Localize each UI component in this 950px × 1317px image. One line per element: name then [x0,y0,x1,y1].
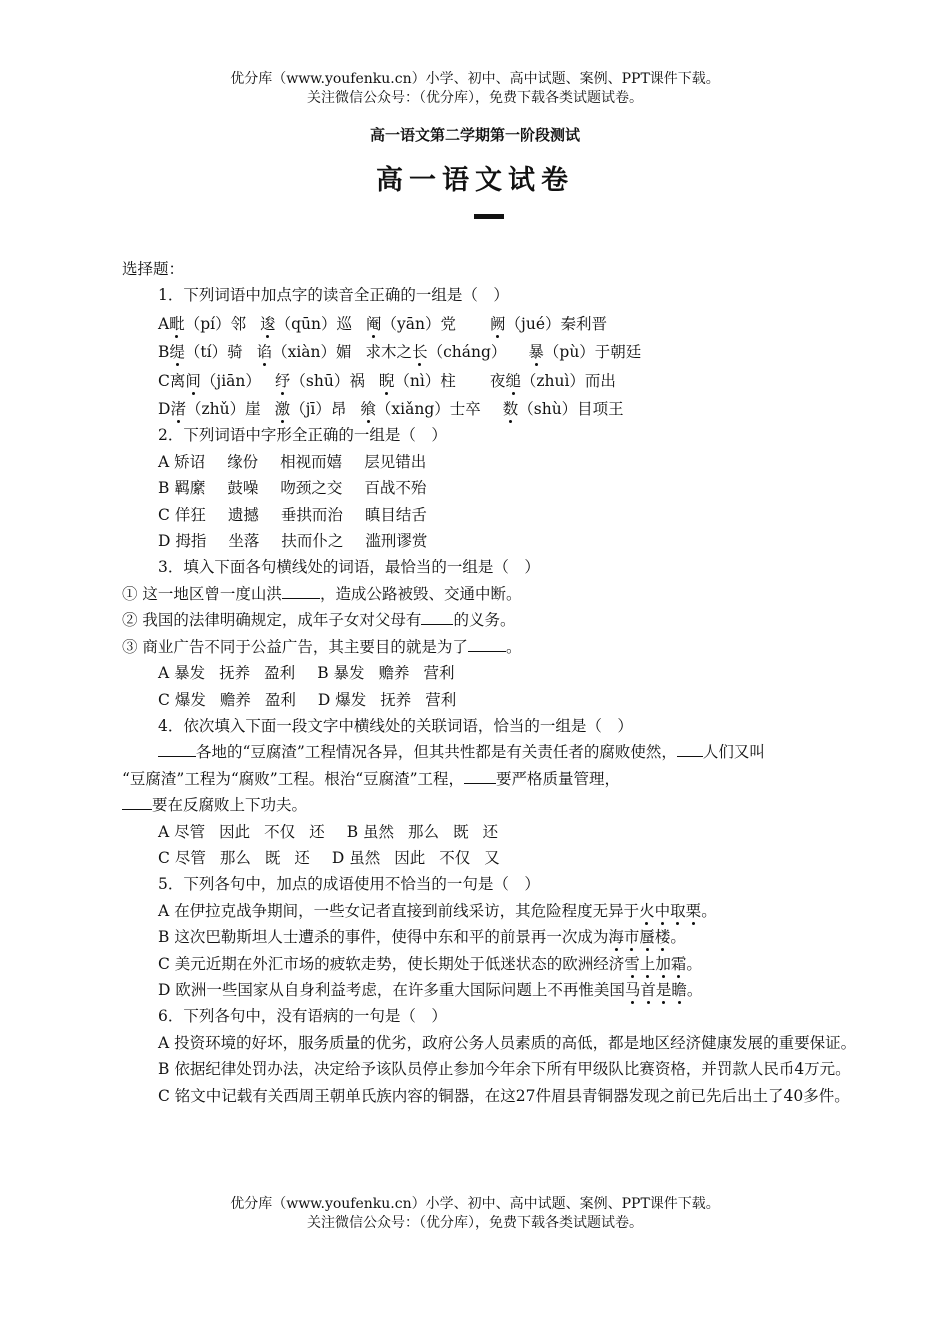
answer-blank[interactable] [468,635,506,652]
question-3-sentence-3: ③ 商业广告不同于公益广告，其主要目的就是为了 。 [122,634,857,660]
question-1-stem: 1．下列词语中加点字的读音全正确的一组是（ ） [158,286,509,305]
exam-content [122,256,857,1109]
footer-line-2: 关注微信公众号：（优分库），免费下载各类试题试卷。 [307,1215,643,1231]
page-footer [0,1195,950,1233]
question-2-option-b: B 羁縻 鼓噪 吻颈之交 百战不殆 [158,479,427,498]
question-2-stem: 2．下列词语中字形全正确的一组是（ ） [158,426,447,445]
question-1-option-c: C离间（jiān） 纾（shū）祸 睨（nì）柱 夜缒（zhuì）而出 [158,371,616,390]
question-6-stem: 6．下列各句中，没有语病的一句是（ ） [158,1007,447,1026]
question-4-stem: 4．依次填入下面一段文字中横线处的关联词语，恰当的一组是（ ） [158,716,633,735]
answer-blank[interactable] [677,740,703,757]
exam-title: 高一语文试卷 [376,165,574,196]
question-1-option-b: B缇（tí）骑 谄（xiàn）媚 求木之长（cháng） 暴（pù）于朝廷 [158,343,642,362]
section-label: 选择题： [122,260,185,278]
question-6-option-c: C 铭文中记载有关西周王朝单氏族内容的铜器，在这27件眉县青铜器发现之前已先后出土了40多件。 [158,1086,850,1105]
footer-line-1: 优分库（www.youfenku.cn）小学、初中、高中试题、案例、PPT课件下载。 [230,1196,720,1212]
exam-subtitle: 高一语文第二学期第一阶段测试 [369,126,580,144]
question-3-sentence-2: ② 我国的法律明确规定，成年子女对父母有 的义务。 [122,607,857,633]
question-5-option-d: D 欧洲一些国家从自身利益考虑，在许多重大国际问题上不再惟美国马首是瞻。 [158,980,703,999]
question-4-options-ab: A 尽管 因此 不仅 还 B 虽然 那么 既 还 [158,822,499,841]
question-3-options-cd: C 爆发 赡养 盈利 D 爆发 抚养 营利 [158,690,457,709]
answer-blank[interactable] [122,793,152,810]
question-5-stem: 5．下列各句中，加点的成语使用不恰当的一句是（ ） [158,875,540,894]
answer-blank[interactable] [158,740,196,757]
question-5-option-a: A 在伊拉克战争期间，一些女记者直接到前线采访，其危险程度无异于火中取栗。 [158,901,717,920]
question-2-option-a: A 矫诏 缘份 相视而嬉 层见错出 [158,452,427,471]
question-4-options-cd: C 尽管 那么 既 还 D 虽然 因此 不仅 又 [158,848,500,867]
question-1-option-d: D渚（zhǔ）崖 激（jī）昂 飨（xiǎng）士卒 数（shù）目项王 [158,400,624,419]
question-6-option-a: A 投资环境的好坏，服务质量的优劣，政府公务人员素质的高低，都是地区经济健康发展的重要保证。 [158,1033,857,1052]
header-line-1: 优分库（www.youfenku.cn）小学、初中、高中试题、案例、PPT课件下载。 [230,71,720,87]
question-6-option-b: B 依据纪律处罚办法，决定给予该队员停止参加今年余下所有甲级队比赛资格，并罚款人民币4万元。 [158,1060,851,1079]
question-3-sentence-1: ① 这一地区曾一度山洪 ，造成公路被毁、交通中断。 [122,581,857,607]
question-4-passage-line-1: 各地的“豆腐渣”工程情况各异，但其共性都是有关责任者的腐败使然， 人们又叫 [122,739,857,765]
question-2-option-c: C 佯狂 遗撼 垂拱而治 瞋目结舌 [158,505,427,524]
answer-blank[interactable] [464,767,496,784]
header-line-2: 关注微信公众号：（优分库），免费下载各类试题试卷。 [307,90,643,106]
question-3-options-ab: A 暴发 抚养 盈利 B 暴发 赡养 营利 [158,664,455,683]
answer-blank[interactable] [282,582,320,599]
question-2-option-d: D 拇指 坐落 扶而仆之 滥刑谬赏 [158,532,428,551]
question-4-passage-line-2: “豆腐渣”工程为“腐败”工程。根治“豆腐渣”工程， 要严格质量管理， [122,766,857,792]
question-5-option-c: C 美元近期在外汇市场的疲软走势，使长期处于低迷状态的欧洲经济雪上加霜。 [158,954,702,973]
question-3-stem: 3．填入下面各句横线处的词语，最恰当的一组是（ ） [158,558,540,577]
title-dash [474,214,504,219]
question-4-passage-line-3: 要在反腐败上下功夫。 [122,792,857,818]
answer-blank[interactable] [421,608,453,625]
question-5-option-b: B 这次巴勒斯坦人士遭杀的事件，使得中东和平的前景再一次成为海市蜃楼。 [158,928,686,947]
page-header [0,70,950,108]
question-1-option-a: A毗（pí）邻 逡（qūn）巡 阉（yān）党 阙（jué）秦利晋 [158,314,607,333]
